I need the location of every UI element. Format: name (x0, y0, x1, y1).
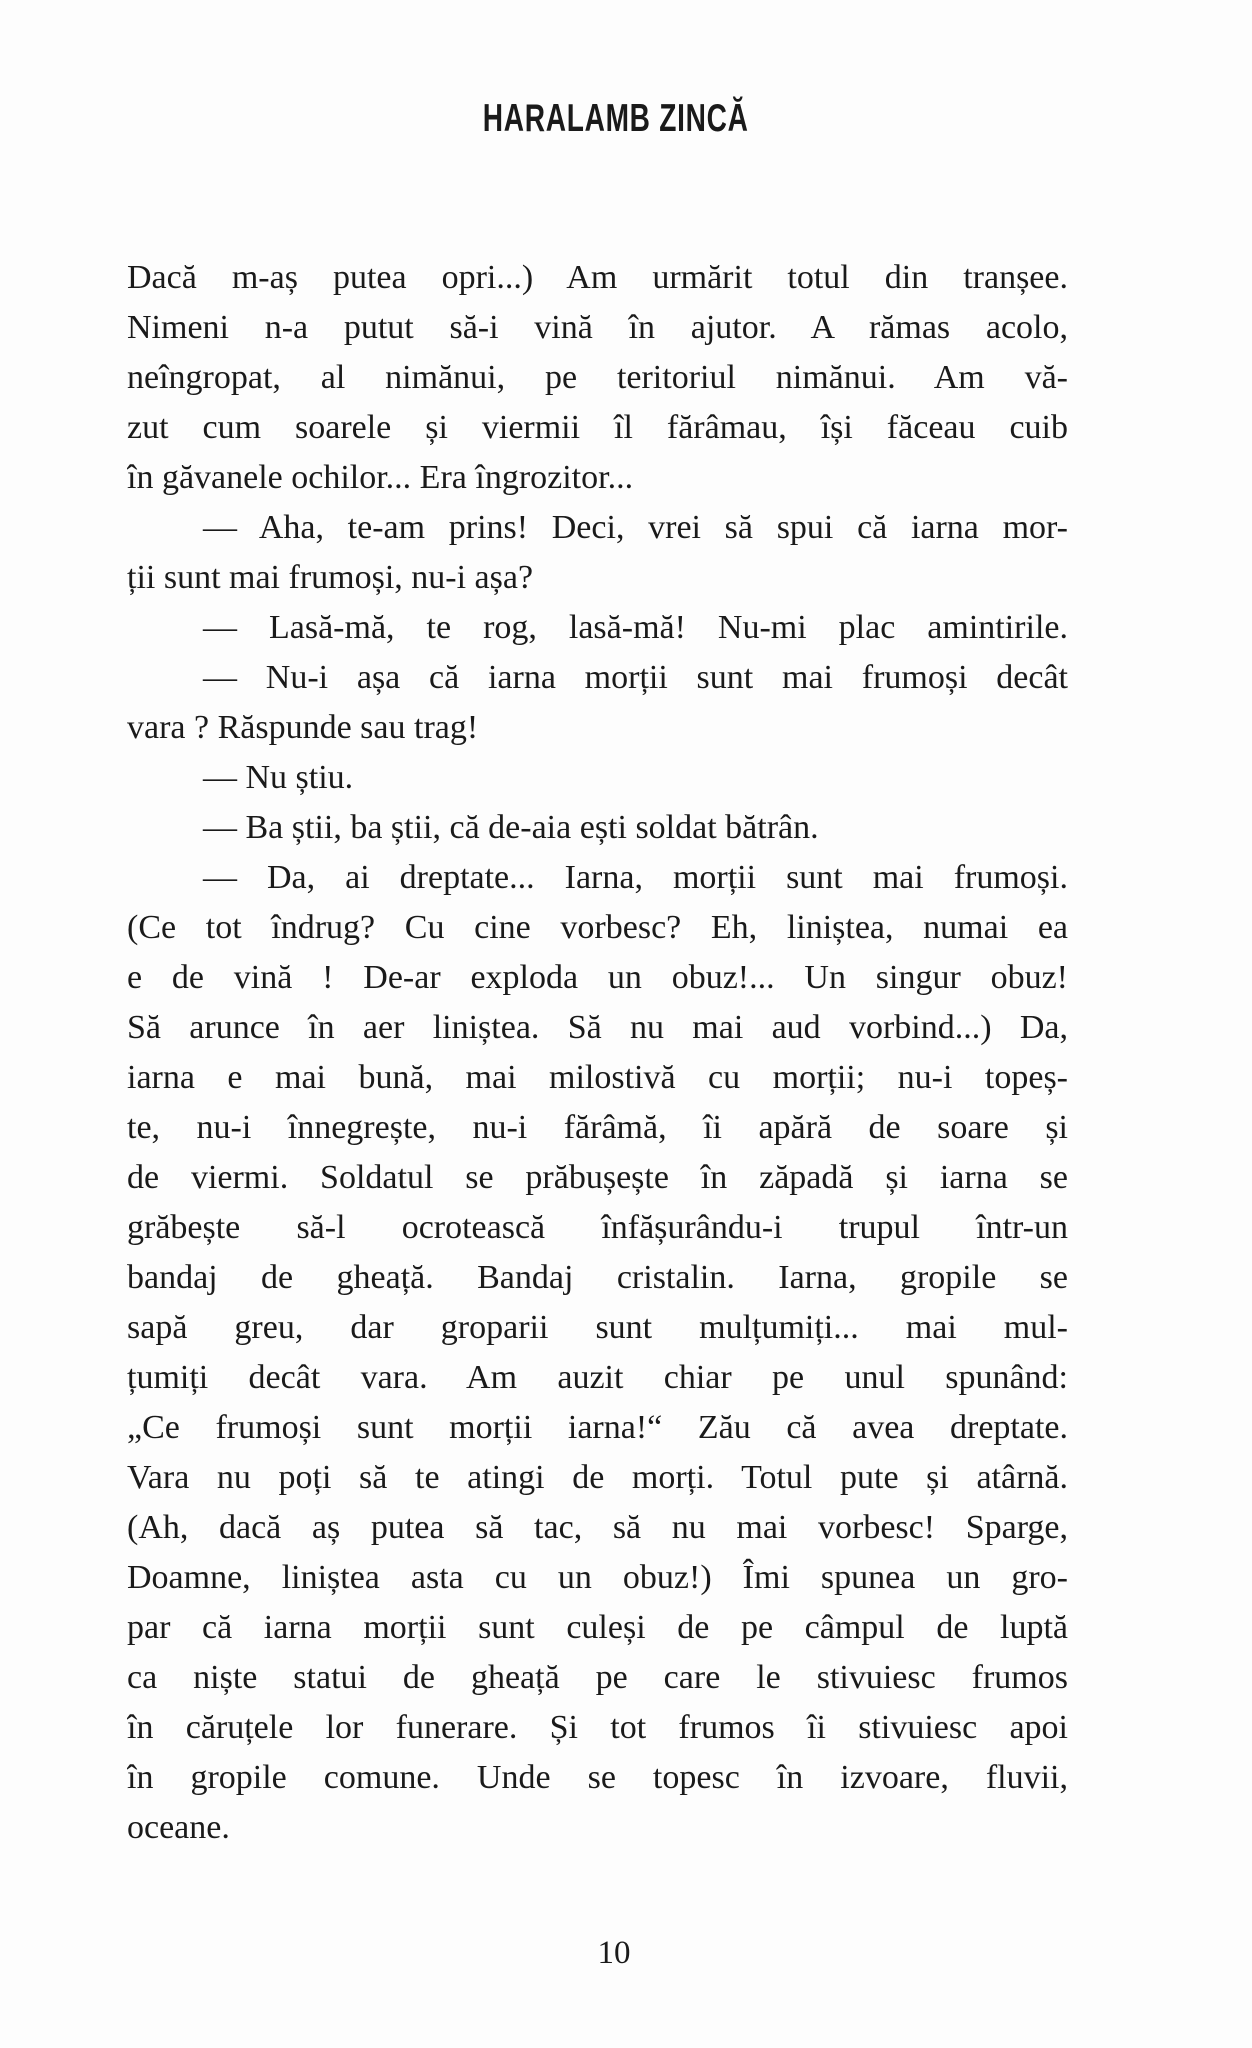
text-line: grăbește să-l ocrotească înfășurându-i trupul într-un (127, 1209, 1068, 1246)
text-line: sapă greu, dar groparii sunt mulțumiți... mai mul- (127, 1309, 1068, 1346)
text-line: Nimeni n-a putut să-i vină în ajutor. A rămas acolo, (127, 309, 1068, 346)
text-line: Vara nu poți să te atingi de morți. Totul pute și atârnă. (127, 1459, 1068, 1496)
text-line: Dacă m-aș putea opri...) Am urmărit totul din tranșee. (127, 259, 1068, 296)
text-line: — Lasă-mă, te rog, lasă-mă! Nu-mi plac amintirile. (203, 609, 1068, 646)
text-line: „Ce frumoși sunt morții iarna!“ Zău că avea dreptate. (127, 1409, 1068, 1446)
text-line: — Nu știu. (203, 759, 354, 796)
text-line: în gropile comune. Unde se topesc în izvoare, fluvii, (127, 1759, 1068, 1796)
author-name: HARALAMB ZINCĂ (483, 97, 749, 140)
text-line: — Ba știi, ba știi, că de-aia ești soldat bătrân. (203, 809, 819, 846)
text-line: de viermi. Soldatul se prăbușește în zăpadă și iarna se (127, 1159, 1068, 1196)
text-line: bandaj de gheață. Bandaj cristalin. Iarna, gropile se (127, 1259, 1068, 1296)
text-line: — Aha, te-am prins! Deci, vrei să spui că iarna mor- (203, 509, 1068, 546)
text-line: Doamne, liniștea asta cu un obuz!) Îmi spunea un gro- (127, 1559, 1068, 1596)
text-line: Să arunce în aer liniștea. Să nu mai aud vorbind...) Da, (127, 1009, 1068, 1046)
text-line: iarna e mai bună, mai milostivă cu morții; nu-i topeș- (127, 1059, 1068, 1096)
text-line: în căruțele lor funerare. Și tot frumos îi stivuiesc apoi (127, 1709, 1068, 1746)
text-line: ca niște statui de gheață pe care le stivuiesc frumos (127, 1659, 1068, 1696)
text-line: — Nu-i așa că iarna morții sunt mai frumoși decât (203, 659, 1068, 696)
text-line: ții sunt mai frumoși, nu-i așa? (127, 559, 534, 596)
page-number: 10 (597, 1935, 631, 1971)
text-line: (Ah, dacă aș putea să tac, să nu mai vorbesc! Sparge, (127, 1509, 1068, 1546)
text-line: e de vină ! De-ar exploda un obuz!... Un singur obuz! (127, 959, 1068, 996)
text-line: zut cum soarele și viermii îl fărâmau, își făceau cuib (127, 409, 1068, 446)
text-line: te, nu-i înnegrește, nu-i fărâmă, îi apără de soare și (127, 1109, 1068, 1146)
text-line: țumiți decât vara. Am auzit chiar pe unul spunând: (127, 1359, 1068, 1396)
text-line: (Ce tot îndrug? Cu cine vorbesc? Eh, liniștea, numai ea (127, 909, 1068, 946)
body-text (127, 253, 1068, 1853)
text-line: în găvanele ochilor... Era îngrozitor... (127, 459, 634, 496)
text-line: — Da, ai dreptate... Iarna, morții sunt mai frumoși. (203, 859, 1068, 896)
text-line: oceane. (127, 1809, 230, 1846)
text-line: vara ? Răspunde sau trag! (127, 709, 479, 746)
running-header (0, 97, 1242, 141)
text-line: par că iarna morții sunt culeși de pe câmpul de luptă (127, 1609, 1068, 1646)
text-line: neîngropat, al nimănui, pe teritoriul nimănui. Am vă- (127, 359, 1068, 396)
